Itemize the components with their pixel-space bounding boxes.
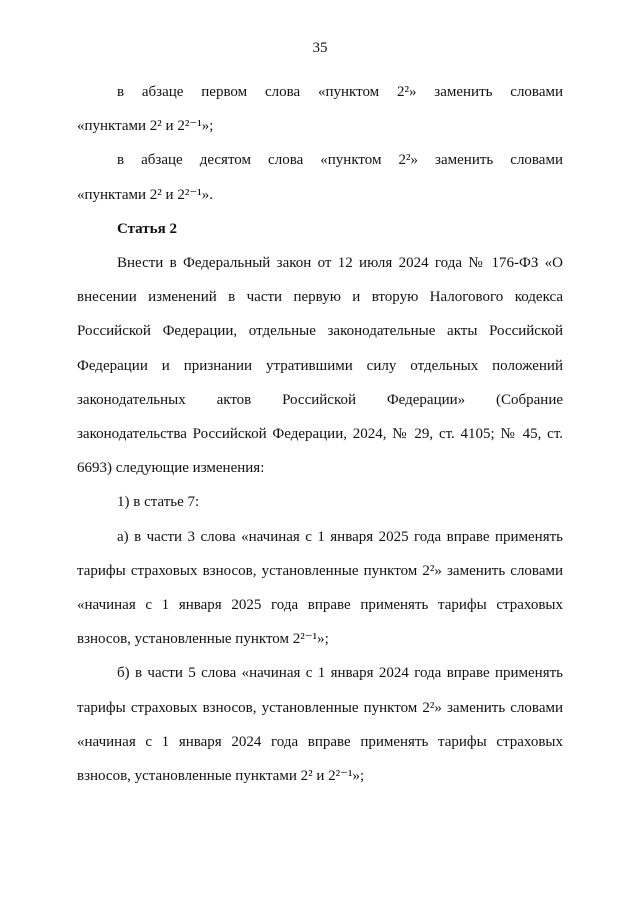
article-item-a: а) в части 3 слова «начиная с 1 января 2025 года вправе применять тарифы страховых взносов, установленные пунктом 2²» заменить словами «начиная с 1 января 2025 года вправе применять тарифы страховых взносов, установленные пунктом 2²⁻¹»; xyxy=(77,528,563,648)
page-number: 35 xyxy=(312,40,328,56)
paragraph-line: «пунктами 2² и 2²⁻¹»; xyxy=(77,118,214,135)
paragraph-line: в абзаце первом слова «пунктом 2²» заменить словами xyxy=(117,84,563,100)
article-intro: Внести в Федеральный закон от 12 июля 2024 года № 176-ФЗ «О внесении изменений в части первую и вторую Налогового кодекса Российской Федерации, отдельные законодательные акты Российской Федерации и признании утратившими силу отдельных положений законодательных актов Российской Федерации» (Собрание законодательства Российской Федерации, 2024, № 29, ст. 4105; № 45, ст. 6693) следующие изменения: xyxy=(77,255,563,477)
article-title: Статья 2 xyxy=(117,220,177,237)
document-body xyxy=(77,75,563,793)
paragraph-line: «пунктами 2² и 2²⁻¹». xyxy=(77,186,213,203)
paragraph-abzats-pervyi xyxy=(77,75,563,143)
paragraph-line: в абзаце десятом слова «пунктом 2²» заменить словами xyxy=(117,152,563,169)
article-item-b: б) в части 5 слова «начиная с 1 января 2024 года вправе применять тарифы страховых взносов, установленные пунктом 2²» заменить словами «начиная с 1 января 2024 года вправе применять тарифы страховых взносов, установленные пунктами 2² и 2²⁻¹»; xyxy=(77,665,563,785)
article-item-1: 1) в статье 7: xyxy=(117,494,200,511)
paragraph-abzats-desyatyi xyxy=(77,143,563,211)
